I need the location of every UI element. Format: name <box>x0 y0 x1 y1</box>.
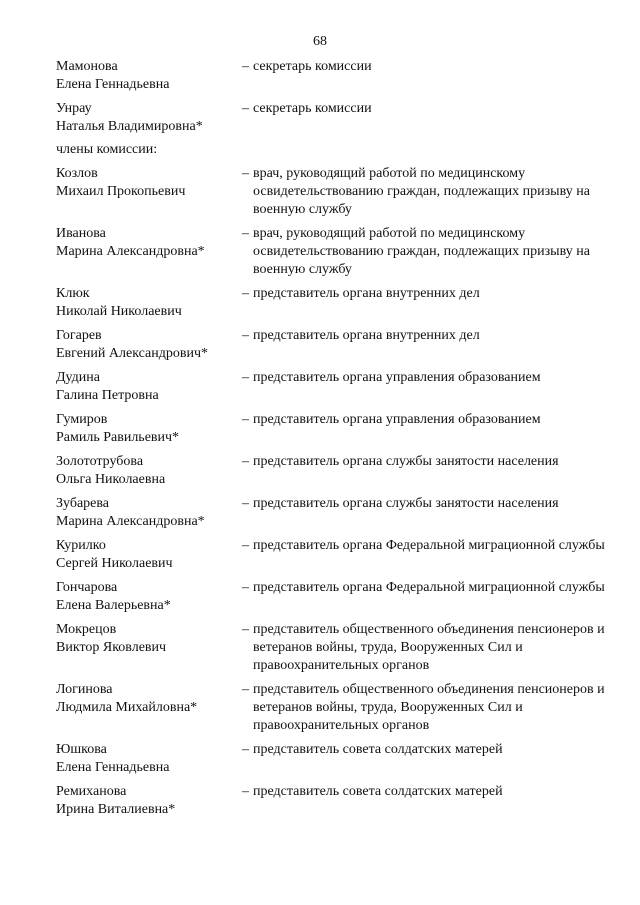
surname: Ремиханова <box>56 784 127 799</box>
member-role <box>242 741 616 759</box>
role-text: представитель органа Федеральной миграционной службы <box>253 538 605 553</box>
surname: Гончарова <box>56 580 118 595</box>
surname: Курилко <box>56 538 106 553</box>
member-role <box>242 327 616 345</box>
surname: Мокрецов <box>56 622 117 637</box>
member-role <box>242 495 616 513</box>
role-text: секретарь комиссии <box>253 101 372 116</box>
surname: Дудина <box>56 370 100 385</box>
member-name <box>56 741 242 777</box>
list-item <box>56 165 616 219</box>
role-text: врач, руководящий работой по медицинскому освидетельствованию граждан, подлежащих призыву на военную службу <box>253 226 590 277</box>
section-label: члены комиссии: <box>56 142 158 157</box>
role-text: представитель органа внутренних дел <box>253 286 480 301</box>
member-role <box>242 225 616 279</box>
role-text: представитель общественного объединения пенсионеров и ветеранов войны, труда, Вооруженных Сил и правоохранительных органов <box>253 622 605 673</box>
role-dash: – <box>242 784 249 799</box>
role-dash: – <box>242 496 249 511</box>
given-names: Наталья Владимировна* <box>56 119 203 134</box>
member-role <box>242 285 616 303</box>
list-item <box>56 783 616 819</box>
list-item <box>56 579 616 615</box>
role-text: представитель органа внутренних дел <box>253 328 480 343</box>
given-names: Виктор Яковлевич <box>56 640 167 655</box>
given-names: Ольга Николаевна <box>56 472 166 487</box>
role-dash: – <box>242 370 249 385</box>
member-role <box>242 411 616 429</box>
list-item <box>56 621 616 675</box>
list-item <box>56 327 616 363</box>
member-role <box>242 783 616 801</box>
role-text: представитель органа Федеральной миграционной службы <box>253 580 605 595</box>
list-item <box>56 681 616 735</box>
given-names: Марина Александровна* <box>56 244 205 259</box>
role-dash: – <box>242 682 249 697</box>
role-text: представитель совета солдатских матерей <box>253 742 503 757</box>
list-item <box>56 369 616 405</box>
surname: Золототрубова <box>56 454 144 469</box>
list-item <box>56 58 616 94</box>
role-dash: – <box>242 580 249 595</box>
surname: Гумиров <box>56 412 108 427</box>
given-names: Елена Валерьевна* <box>56 598 171 613</box>
list-item <box>56 225 616 279</box>
role-dash: – <box>242 286 249 301</box>
member-name <box>56 579 242 615</box>
member-role <box>242 165 616 219</box>
surname: Мамонова <box>56 59 118 74</box>
role-text: представитель совета солдатских матерей <box>253 784 503 799</box>
list-item <box>56 285 616 321</box>
surname: Гогарев <box>56 328 102 343</box>
given-names: Марина Александровна* <box>56 514 205 529</box>
given-names: Евгений Александрович* <box>56 346 209 361</box>
surname: Клюк <box>56 286 90 301</box>
member-name <box>56 58 242 94</box>
surname: Унрау <box>56 101 92 116</box>
member-name <box>56 453 242 489</box>
member-role <box>242 681 616 735</box>
surname: Юшкова <box>56 742 107 757</box>
member-role <box>242 537 616 555</box>
list-item <box>56 100 616 136</box>
role-dash: – <box>242 622 249 637</box>
member-name <box>56 100 242 136</box>
role-dash: – <box>242 454 249 469</box>
surname: Козлов <box>56 166 98 181</box>
member-role <box>242 100 616 118</box>
given-names: Людмила Михайловна* <box>56 700 198 715</box>
given-names: Михаил Прокопьевич <box>56 184 186 199</box>
role-text: представитель органа службы занятости населения <box>253 496 559 511</box>
role-dash: – <box>242 538 249 553</box>
role-dash: – <box>242 166 249 181</box>
given-names: Ирина Виталиевна* <box>56 802 176 817</box>
role-dash: – <box>242 226 249 241</box>
surname: Логинова <box>56 682 113 697</box>
given-names: Елена Геннадьевна <box>56 77 170 92</box>
role-text: врач, руководящий работой по медицинскому освидетельствованию граждан, подлежащих призыву на военную службу <box>253 166 590 217</box>
role-dash: – <box>242 412 249 427</box>
role-text: представитель органа управления образованием <box>253 412 541 427</box>
given-names: Рамиль Равильевич* <box>56 430 180 445</box>
member-name <box>56 165 242 201</box>
surname: Зубарева <box>56 496 110 511</box>
member-role <box>242 369 616 387</box>
member-name <box>56 285 242 321</box>
given-names: Сергей Николаевич <box>56 556 173 571</box>
member-name <box>56 681 242 717</box>
role-text: представитель органа управления образованием <box>253 370 541 385</box>
role-text: представитель общественного объединения пенсионеров и ветеранов войны, труда, Вооруженных Сил и правоохранительных органов <box>253 682 605 733</box>
member-name <box>56 621 242 657</box>
member-role <box>242 621 616 675</box>
member-name <box>56 495 242 531</box>
member-role <box>242 579 616 597</box>
member-name <box>56 537 242 573</box>
given-names: Елена Геннадьевна <box>56 760 170 775</box>
page-number: 68 <box>313 34 327 49</box>
member-role <box>242 453 616 471</box>
role-dash: – <box>242 101 249 116</box>
list-item <box>56 741 616 777</box>
role-dash: – <box>242 742 249 757</box>
list-item <box>56 495 616 531</box>
surname: Иванова <box>56 226 106 241</box>
role-dash: – <box>242 328 249 343</box>
list-item <box>56 537 616 573</box>
member-name <box>56 369 242 405</box>
list-item <box>56 453 616 489</box>
given-names: Галина Петровна <box>56 388 159 403</box>
commission-list <box>56 58 616 819</box>
given-names: Николай Николаевич <box>56 304 182 319</box>
member-name <box>56 783 242 819</box>
role-text: представитель органа службы занятости населения <box>253 454 559 469</box>
role-text: секретарь комиссии <box>253 59 372 74</box>
list-item <box>56 411 616 447</box>
member-name <box>56 225 242 261</box>
member-name <box>56 411 242 447</box>
member-name <box>56 327 242 363</box>
role-dash: – <box>242 59 249 74</box>
member-role <box>242 58 616 76</box>
